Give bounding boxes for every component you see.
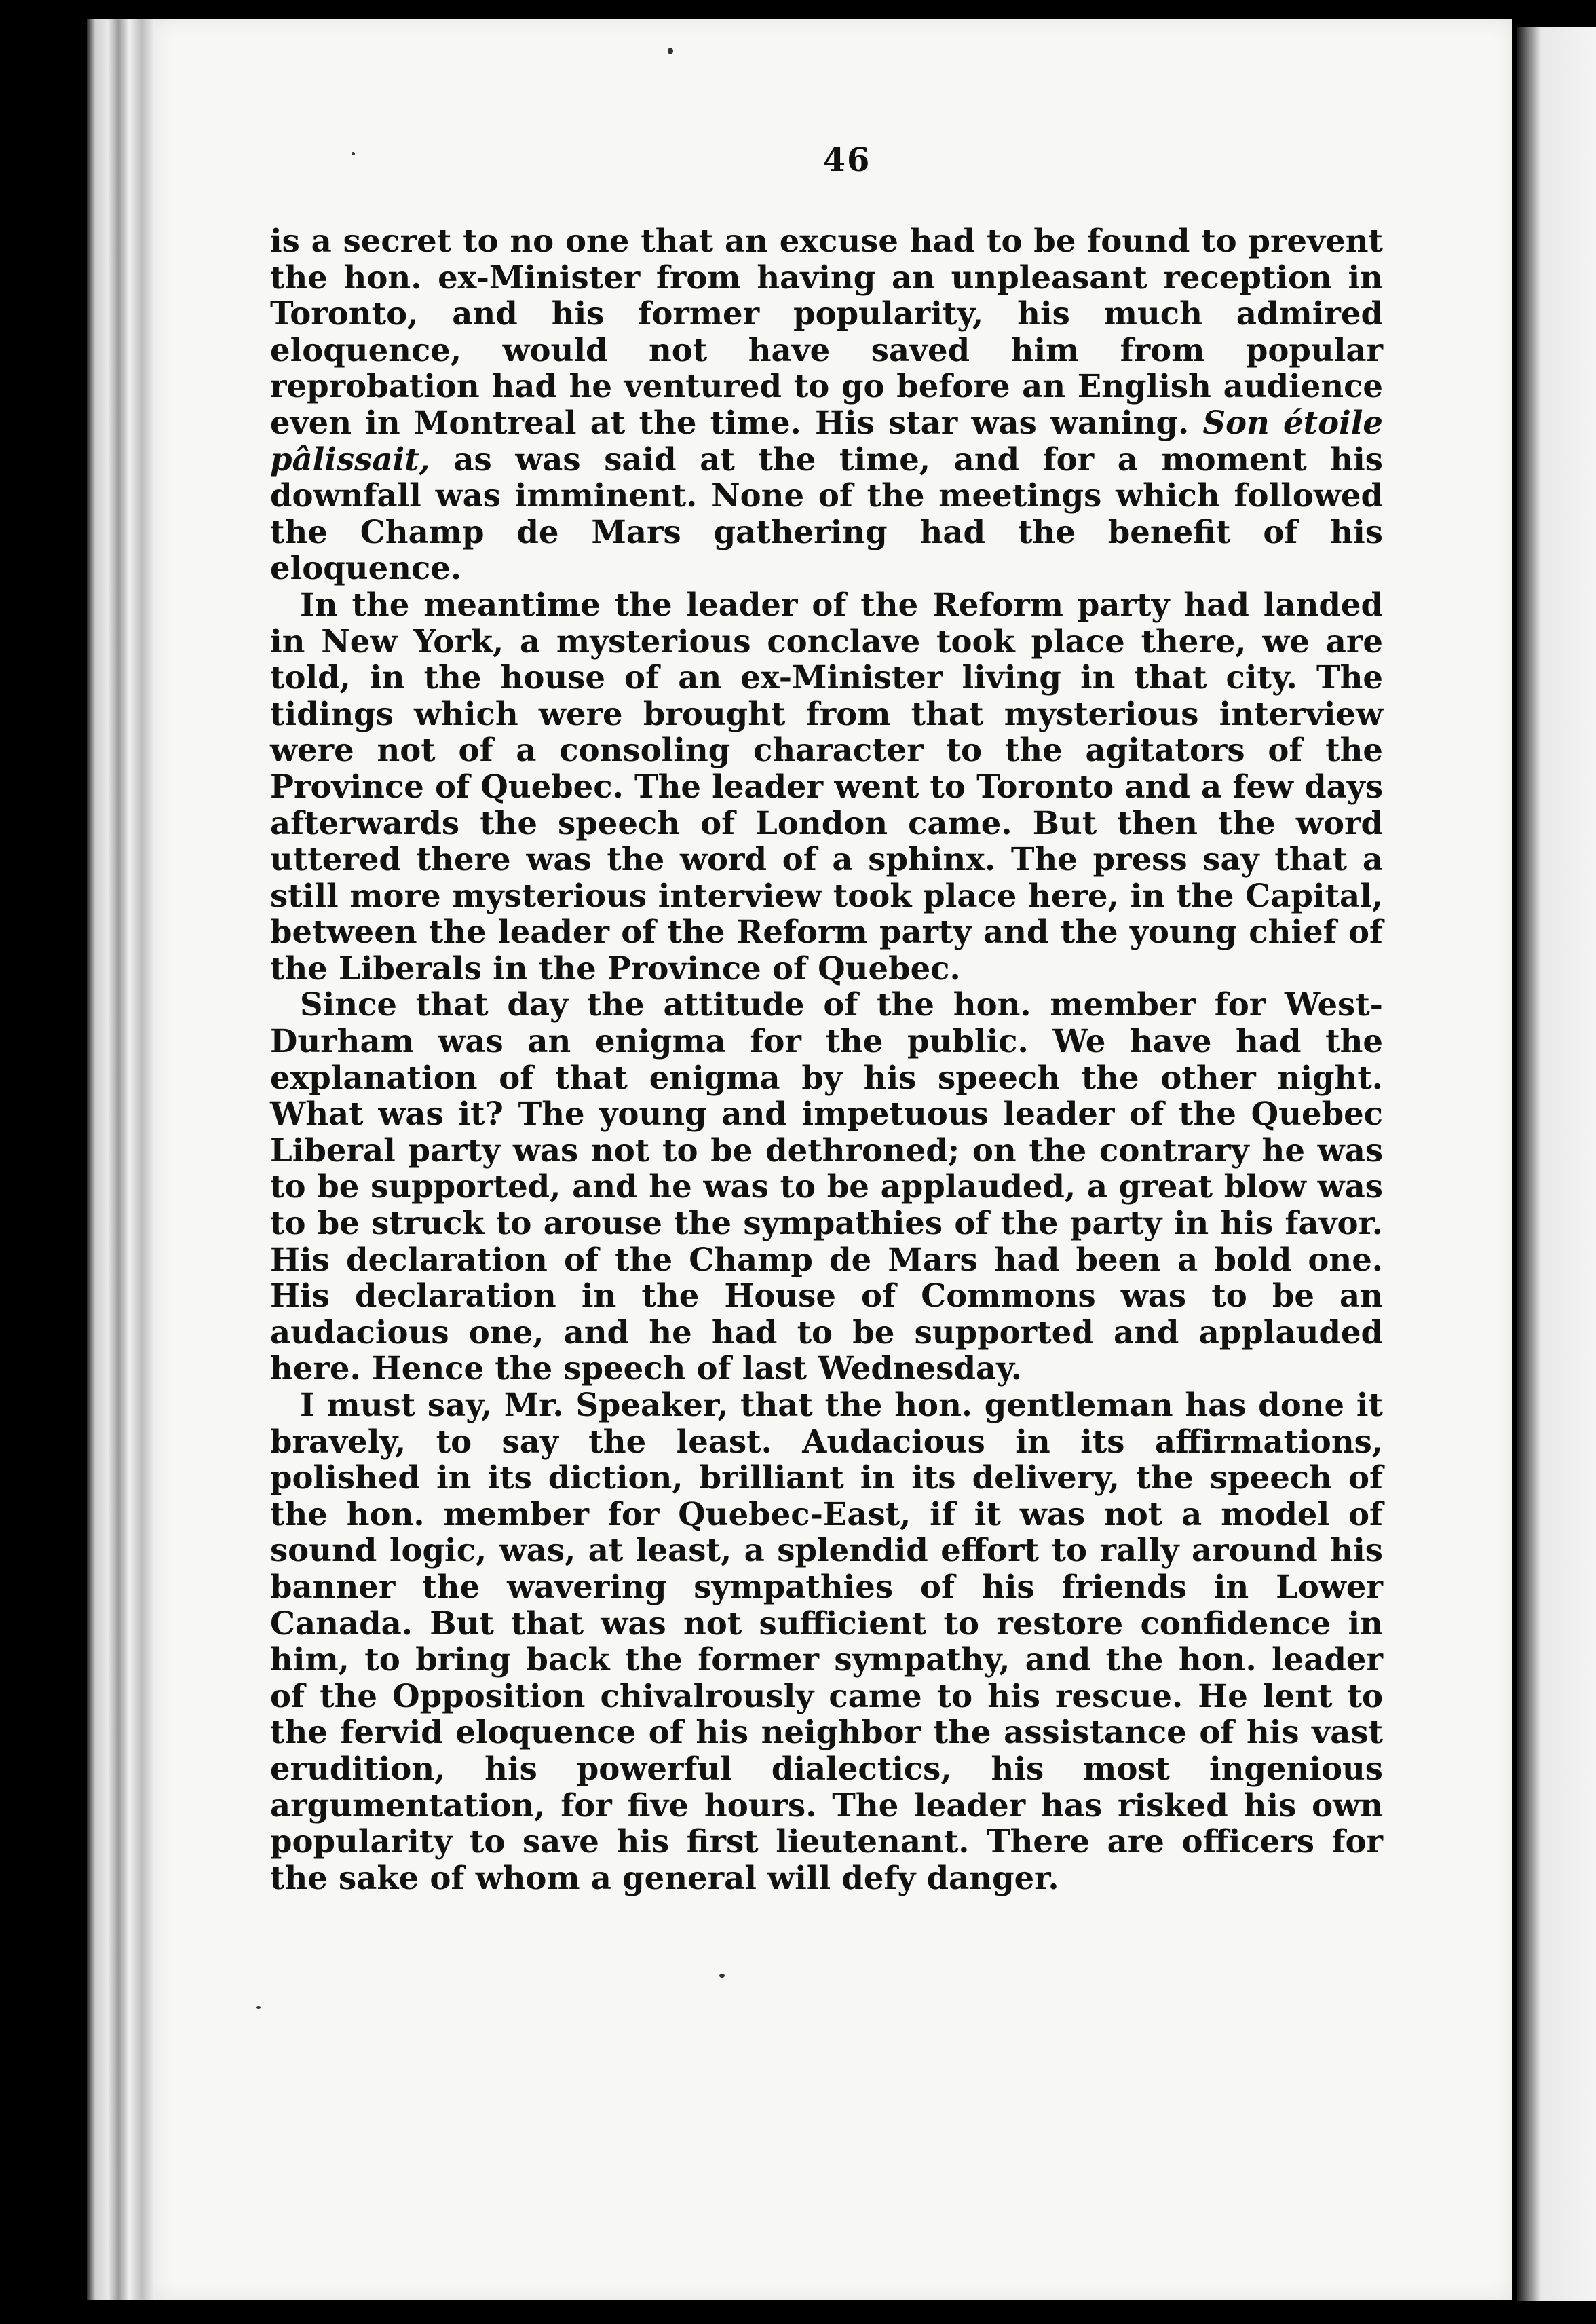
- text-run: is a secret to no one that an excuse had to be found to prevent the hon. ex-Minister from having an unpleasant reception in Toronto, and his former popularity, his much admired eloquence, would not have saved him from popular reprobation had he ventured to go before an English audience even in Montreal at the time. His star was waning.: [270, 222, 1383, 441]
- paragraph: [270, 1387, 1383, 1896]
- paragraph: [270, 223, 1383, 586]
- text-run: I must say, Mr. Speaker, that the hon. gentleman has done it bravely, to say the least. Audacious in its affirmations, polished in its diction, brilliant in its delivery, the speech of the hon. member for Quebec-East, if it was not a model of sound logic, was, at least, a splendid effort to rally around his banner the wavering sympathies of his friends in Lower Canada. But that was not sufficient to restore confidence in him, to bring back the former sympathy, and the hon. leader of the Opposition chivalrously came to his rescue. He lent to the fervid eloquence of his neighbor the assistance of his vast erudition, his powerful dialectics, his most ingenious argumentation, for five hours. The leader has risked his own popularity to save his first lieutenant. There are officers for the sake of whom a general will defy danger.: [270, 1386, 1383, 1896]
- text-run: as was said at the time, and for a moment his downfall was imminent. None of the meetings which followed the Champ de Mars gathering had the benefit of his eloquence.: [270, 440, 1383, 587]
- ink-speck: [719, 1974, 725, 1978]
- paragraph: [270, 586, 1383, 987]
- text-run: Since that day the attitude of the hon. member for West-Durham was an enigma for the public. We have had the explanation of that enigma by his speech the other night. What was it? The young and impetuous leader of the Quebec Liberal party was not to be dethroned; on the contrary he was to be supported, and he was to be applauded, a great blow was to be struck to arouse the sympathies of the party in his favor. His declaration of the Champ de Mars had been a bold one. His declaration in the House of Commons was to be an audacious one, and he had to be supported and applauded here. Hence the speech of last Wednesday.: [270, 986, 1383, 1387]
- ink-speck: [256, 2006, 261, 2009]
- paragraph: [270, 986, 1383, 1387]
- text-run: In the meantime the leader of the Reform party had landed in New York, a mysterious conclave took place there, we are told, in the house of an ex-Minister living in that city. The tidings which were brought from that mysterious interview were not of a consoling character to the agitators of the Province of Quebec. The leader went to Toronto and a few days afterwards the speech of London came. But then the word uttered there was the word of a sphinx. The press say that a still more mysterious interview took place here, in the Capital, between the leader of the Reform party and the young chief of the Liberals in the Province of Quebec.: [270, 585, 1383, 987]
- facing-page-edge: [1517, 27, 1596, 2301]
- italic-phrase: Son étoile pâlissait,: [270, 403, 1383, 478]
- body-text: [270, 223, 1383, 1896]
- document-page: [155, 19, 1512, 2300]
- page-number: 46: [822, 141, 871, 179]
- page-binding-edge: [87, 19, 157, 2300]
- ink-speck: [668, 48, 673, 54]
